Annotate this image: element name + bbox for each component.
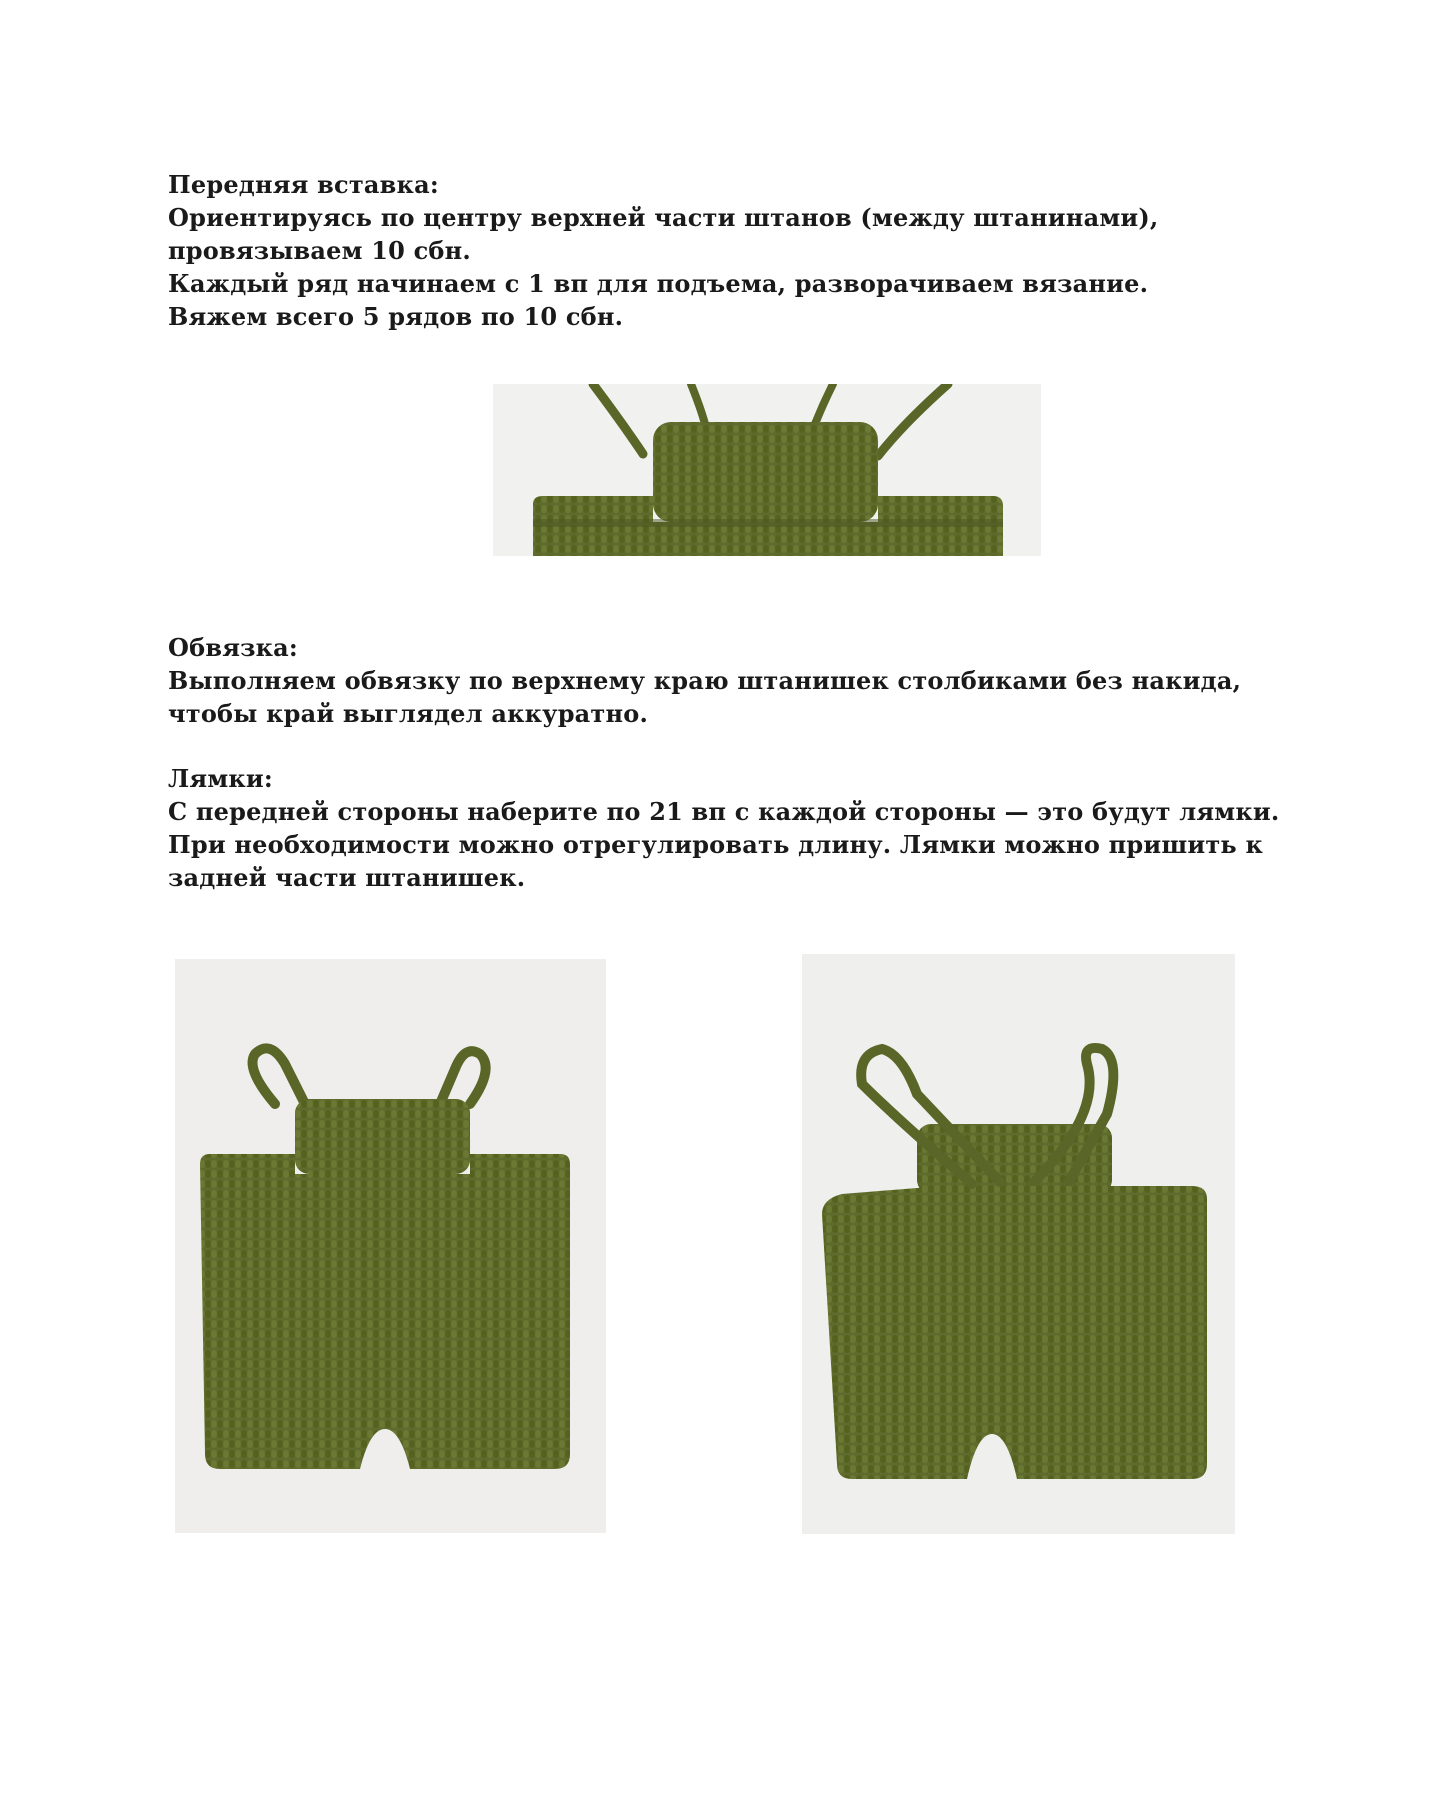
section-front-insert [168,168,1298,333]
section-straps [168,762,1298,894]
edging-heading: Обвязка: [168,633,298,662]
front-insert-image [493,384,1041,556]
front-insert-photo [493,384,1041,556]
straps-heading: Лямки: [168,764,273,793]
front-insert-heading: Передняя вставка: [168,170,439,199]
straps-line-1: С передней стороны наберите по 21 вп с каждой стороны — это будут лямки. При необходимости можно отрегулировать длину. Лямки можно пришить к задней части штанишек. [168,797,1280,892]
front-insert-line-1: Ориентируясь по центру верхней части штанов (между штанинами), провязываем 10 сбн. [168,203,1159,265]
front-insert-line-2: Каждый ряд начинаем с 1 вп для подъема, разворачиваем вязание. [168,269,1149,298]
overalls-back-image [802,954,1235,1534]
overalls-front-image [175,959,606,1533]
edging-line-1: Выполняем обвязку по верхнему краю штанишек столбиками без накида, чтобы край выглядел аккуратно. [168,666,1242,728]
overalls-back-photo [802,954,1235,1534]
front-insert-line-3: Вяжем всего 5 рядов по 10 сбн. [168,302,624,331]
section-edging [168,631,1298,730]
overalls-front-photo [175,959,606,1533]
